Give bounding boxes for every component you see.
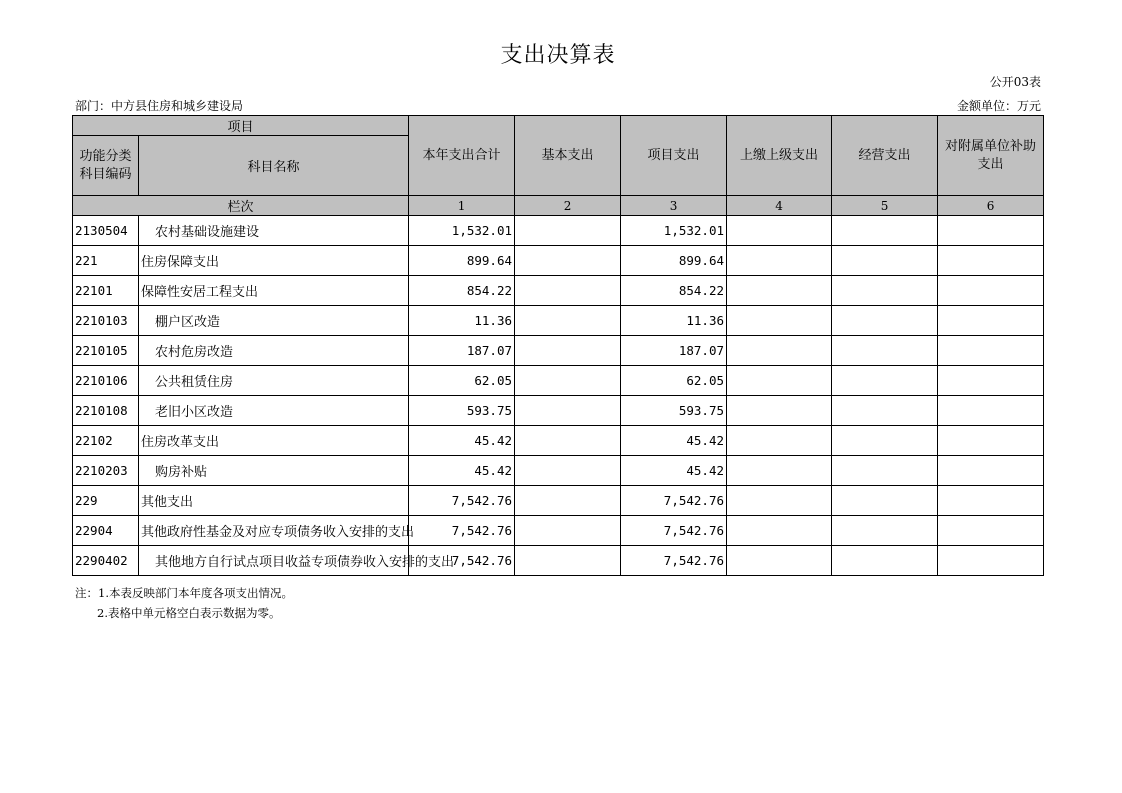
cell-code: 2210105 [73,336,139,366]
cell-code: 22102 [73,426,139,456]
cell-subsidy [938,216,1044,246]
table-row [73,306,1044,336]
cell-upper [727,246,832,276]
cell-basic [515,366,621,396]
cell-business [832,456,938,486]
cell-business [832,306,938,336]
cell-total: 45.42 [409,456,515,486]
note-1: 注：1.本表反映部门本年度各项支出情况。 [75,586,293,600]
col-num-1: 1 [409,196,515,216]
cell-code: 2290402 [73,546,139,576]
cell-subsidy [938,246,1044,276]
cell-project: 45.42 [621,456,727,486]
note-2: 2.表格中单元格空白表示数据为零。 [97,606,281,620]
cell-code: 2210106 [73,366,139,396]
cell-code: 22904 [73,516,139,546]
cell-upper [727,486,832,516]
cell-code: 2130504 [73,216,139,246]
cell-code: 22101 [73,276,139,306]
cell-total: 899.64 [409,246,515,276]
header-project: 项目支出 [621,116,727,196]
cell-basic [515,456,621,486]
page-title: 支出决算表 [500,43,616,68]
header-column-index: 栏次 [73,196,409,216]
cell-project: 854.22 [621,276,727,306]
col-num-2: 2 [515,196,621,216]
cell-total: 187.07 [409,336,515,366]
cell-total: 854.22 [409,276,515,306]
cell-code: 2210103 [73,306,139,336]
header-subsidy: 对附属单位补助支出 [938,116,1044,196]
cell-upper [727,336,832,366]
cell-subsidy [938,306,1044,336]
cell-business [832,516,938,546]
cell-project: 7,542.76 [621,516,727,546]
cell-total: 1,532.01 [409,216,515,246]
table-code: 公开03表 [989,75,1041,89]
cell-code: 221 [73,246,139,276]
notes [75,583,293,623]
cell-code: 229 [73,486,139,516]
cell-code: 2210108 [73,396,139,426]
cell-business [832,276,938,306]
table-row [73,546,1044,576]
cell-project: 11.36 [621,306,727,336]
cell-basic [515,276,621,306]
cell-project: 187.07 [621,336,727,366]
cell-subject-name: 保障性安居工程支出 [139,276,409,306]
col-num-3: 3 [621,196,727,216]
header-item: 项目 [73,116,409,136]
cell-subject-name: 购房补贴 [139,456,409,486]
table-row [73,216,1044,246]
cell-business [832,246,938,276]
cell-business [832,546,938,576]
cell-subject-name: 其他政府性基金及对应专项债务收入安排的支出 [139,516,409,546]
cell-upper [727,216,832,246]
table-row [73,456,1044,486]
header-upper: 上缴上级支出 [727,116,832,196]
cell-basic [515,246,621,276]
cell-basic [515,396,621,426]
cell-subject-name: 住房保障支出 [139,246,409,276]
header-total: 本年支出合计 [409,116,515,196]
cell-subsidy [938,276,1044,306]
cell-total: 7,542.76 [409,516,515,546]
cell-upper [727,426,832,456]
cell-basic [515,546,621,576]
cell-project: 7,542.76 [621,486,727,516]
cell-upper [727,276,832,306]
cell-upper [727,396,832,426]
cell-project: 899.64 [621,246,727,276]
header-basic: 基本支出 [515,116,621,196]
cell-subsidy [938,396,1044,426]
expenditure-table [72,115,1044,576]
col-num-5: 5 [832,196,938,216]
cell-basic [515,336,621,366]
cell-subject-name: 其他支出 [139,486,409,516]
header-business: 经营支出 [832,116,938,196]
cell-upper [727,456,832,486]
cell-business [832,216,938,246]
table-row [73,486,1044,516]
table-row [73,246,1044,276]
cell-upper [727,306,832,336]
cell-subsidy [938,366,1044,396]
table-row [73,366,1044,396]
table-row [73,516,1044,546]
cell-total: 11.36 [409,306,515,336]
table-row [73,426,1044,456]
cell-basic [515,306,621,336]
cell-business [832,366,938,396]
table-row [73,396,1044,426]
cell-project: 62.05 [621,366,727,396]
cell-business [832,396,938,426]
col-num-4: 4 [727,196,832,216]
cell-project: 7,542.76 [621,546,727,576]
cell-project: 45.42 [621,426,727,456]
cell-basic [515,486,621,516]
cell-project: 593.75 [621,396,727,426]
col-num-6: 6 [938,196,1044,216]
amount-unit-label: 金额单位：万元 [956,99,1041,113]
cell-business [832,336,938,366]
cell-subject-name: 住房改革支出 [139,426,409,456]
cell-upper [727,516,832,546]
cell-total: 62.05 [409,366,515,396]
cell-business [832,426,938,456]
cell-subject-name: 农村基础设施建设 [139,216,409,246]
cell-subsidy [938,456,1044,486]
cell-upper [727,546,832,576]
cell-upper [727,366,832,396]
cell-total: 593.75 [409,396,515,426]
header-func-code: 功能分类科目编码 [73,136,139,196]
cell-project: 1,532.01 [621,216,727,246]
cell-basic [515,216,621,246]
table-row [73,276,1044,306]
cell-total: 45.42 [409,426,515,456]
cell-subject-name: 棚户区改造 [139,306,409,336]
cell-total: 7,542.76 [409,486,515,516]
cell-subsidy [938,486,1044,516]
cell-subsidy [938,546,1044,576]
cell-total: 7,542.76 [409,546,515,576]
cell-basic [515,426,621,456]
cell-subsidy [938,426,1044,456]
cell-business [832,486,938,516]
table-row [73,336,1044,366]
cell-subsidy [938,336,1044,366]
cell-subject-name: 老旧小区改造 [139,396,409,426]
department-label: 部门：中方县住房和城乡建设局 [75,99,244,113]
cell-subject-name: 农村危房改造 [139,336,409,366]
cell-subsidy [938,516,1044,546]
cell-subject-name: 公共租赁住房 [139,366,409,396]
cell-basic [515,516,621,546]
cell-subject-name: 其他地方自行试点项目收益专项债券收入安排的支出 [139,546,409,576]
cell-code: 2210203 [73,456,139,486]
header-subject-name: 科目名称 [139,136,409,196]
